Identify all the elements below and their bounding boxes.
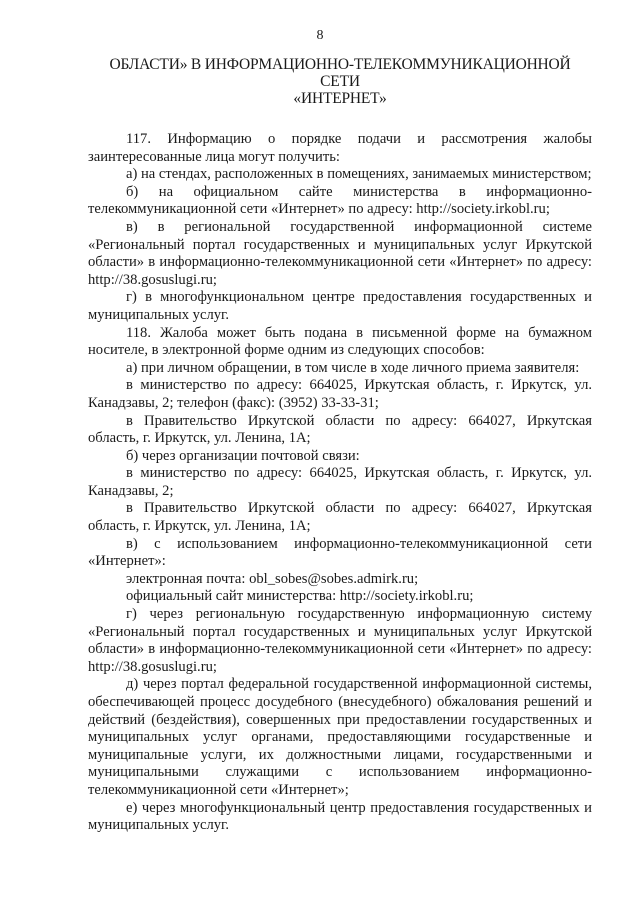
paragraph-118-v: в) с использованием информационно-телекоммуникационной сети «Интернет»: [88,535,592,570]
paragraph-118-v-site: официальный сайт министерства: http://society.irkobl.ru; [126,588,474,605]
heading-line-1: ОБЛАСТИ» В ИНФОРМАЦИОННО-ТЕЛЕКОММУНИКАЦИОННОЙ СЕТИ [109,56,571,90]
paragraph-118-a-ministry: в министерство по адресу: 664025, Иркутская область, г. Иркутск, ул. Канадзавы, 2; телефон (факс): (3952) 33-33-31; [88,377,592,411]
paragraph-117-g: г) в многофункциональном центре предоставления государственных и муниципальных услуг. [88,289,592,323]
paragraph-118-g: г) через региональную государственную информационную систему «Региональный портал государственных и муниципальных услуг Иркутской области» в информационно-телекоммуникационной сети «Интернет» по адресу: http://38.gosuslugi.ru; [88,606,592,675]
paragraph-118-b-ministry: в министерство по адресу: 664025, Иркутская область, г. Иркутск, ул. Канадзавы, 2; [88,465,592,499]
paragraph-118-d: д) через портал федеральной государственной информационной системы, обеспечивающей процесс досудебного (внесудебного) обжалования решений и действий (бездействия), совершенных при предоставлении государственных и муниципальных услуг органами, предоставляющими государственные и муниципальные услуги, их должностными лицами, государственными и муниципальными служащими с использованием информационно-телекоммуникационной сети «Интернет»; [88,676,592,798]
paragraph-117-a: а) на стендах, расположенных в помещениях, занимаемых министерством; [126,166,592,183]
paragraph-118-v-email: электронная почта: obl_sobes@sobes.admirk.ru; [126,570,419,587]
paragraph-118-a: а) при личном обращении, в том числе в ходе личного приема заявителя: [126,359,580,376]
paragraph-118-b-government: в Правительство Иркутской области по адресу: 664027, Иркутская область, г. Иркутск, ул. Ленина, 1А; [88,500,592,535]
section-heading [88,56,592,107]
page-number: 8 [316,28,324,43]
document-body [88,131,592,835]
heading-line-2: «ИНТЕРНЕТ» [293,90,387,107]
paragraph-118-a-government: в Правительство Иркутской области по адресу: 664027, Иркутская область, г. Иркутск, ул. Ленина, 1А; [88,412,592,447]
paragraph-118-e: е) через многофункциональный центр предоставления государственных и муниципальных услуг. [88,799,592,834]
paragraph-118: 118. Жалоба может быть подана в письменной форме на бумажном носителе, в электронной форме одним из следующих способов: [88,324,592,359]
paragraph-117: 117. Информацию о порядке подачи и рассмотрения жалобы заинтересованные лица могут получить: [88,131,592,165]
paragraph-117-b: б) на официальном сайте министерства в информационно-телекоммуникационной сети «Интернет» по адресу: http://society.irkobl.ru; [88,183,592,218]
paragraph-118-b: б) через организации почтовой связи: [126,447,360,464]
paragraph-117-v: в) в региональной государственной информационной системе «Региональный портал государственных и муниципальных услуг Иркутской области» в информационно-телекоммуникационной сети «Интернет» по адресу: http://38.gosuslugi.ru; [88,218,592,288]
